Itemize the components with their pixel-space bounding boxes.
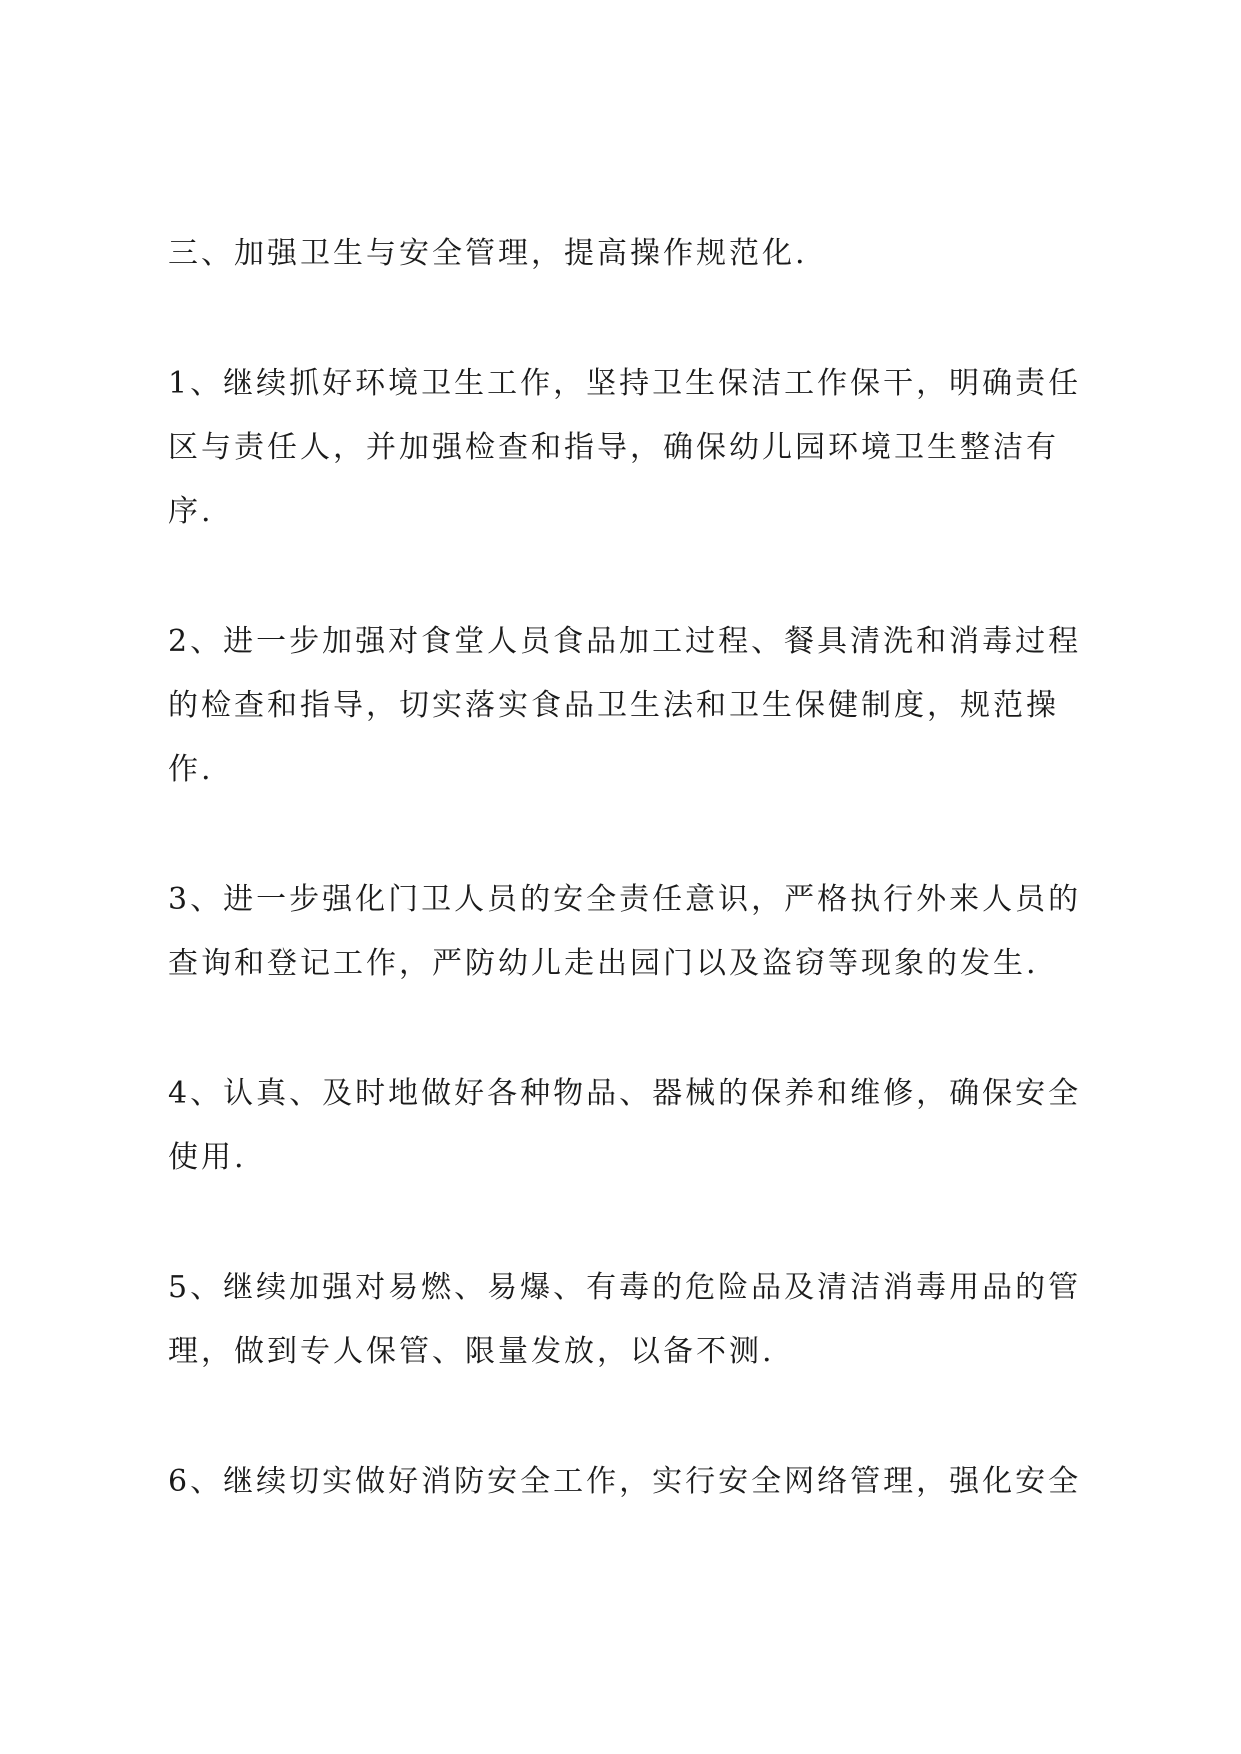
paragraph-2 [168,610,1088,802]
paragraph-line: 的检查和指导，切实落实食品卫生法和卫生保健制度，规范操 [168,688,1059,723]
paragraph-1 [168,352,1088,544]
paragraph-line: 使用. [168,1140,247,1175]
paragraph-line: 1、继续抓好环境卫生工作，坚持卫生保洁工作保干，明确责任 [168,366,1082,401]
paragraph-line: 2、进一步加强对食堂人员食品加工过程、餐具清洗和消毒过程 [168,624,1082,659]
section-heading [168,222,1088,286]
paragraph-5 [168,1256,1088,1384]
paragraph-line: 4、认真、及时地做好各种物品、器械的保养和维修，确保安全 [168,1076,1082,1111]
paragraph-line: 理，做到专人保管、限量发放，以备不测. [168,1334,775,1369]
paragraph-3 [168,868,1088,996]
paragraph-line: 区与责任人，并加强检查和指导，确保幼儿园环境卫生整洁有 [168,430,1059,465]
paragraph-line: 作. [168,752,214,787]
paragraph-line: 5、继续加强对易燃、易爆、有毒的危险品及清洁消毒用品的管 [168,1270,1082,1305]
paragraph-line: 序. [168,494,214,529]
paragraph-line: 3、进一步强化门卫人员的安全责任意识，严格执行外来人员的 [168,882,1082,917]
paragraph-line: 6、继续切实做好消防安全工作，实行安全网络管理，强化安全 [168,1464,1082,1499]
document-body [168,222,1088,1580]
paragraph-4 [168,1062,1088,1190]
paragraph-6 [168,1450,1088,1514]
paragraph-line: 查询和登记工作，严防幼儿走出园门以及盗窃等现象的发生. [168,946,1039,981]
heading-line: 三、加强卫生与安全管理，提高操作规范化. [168,236,808,271]
